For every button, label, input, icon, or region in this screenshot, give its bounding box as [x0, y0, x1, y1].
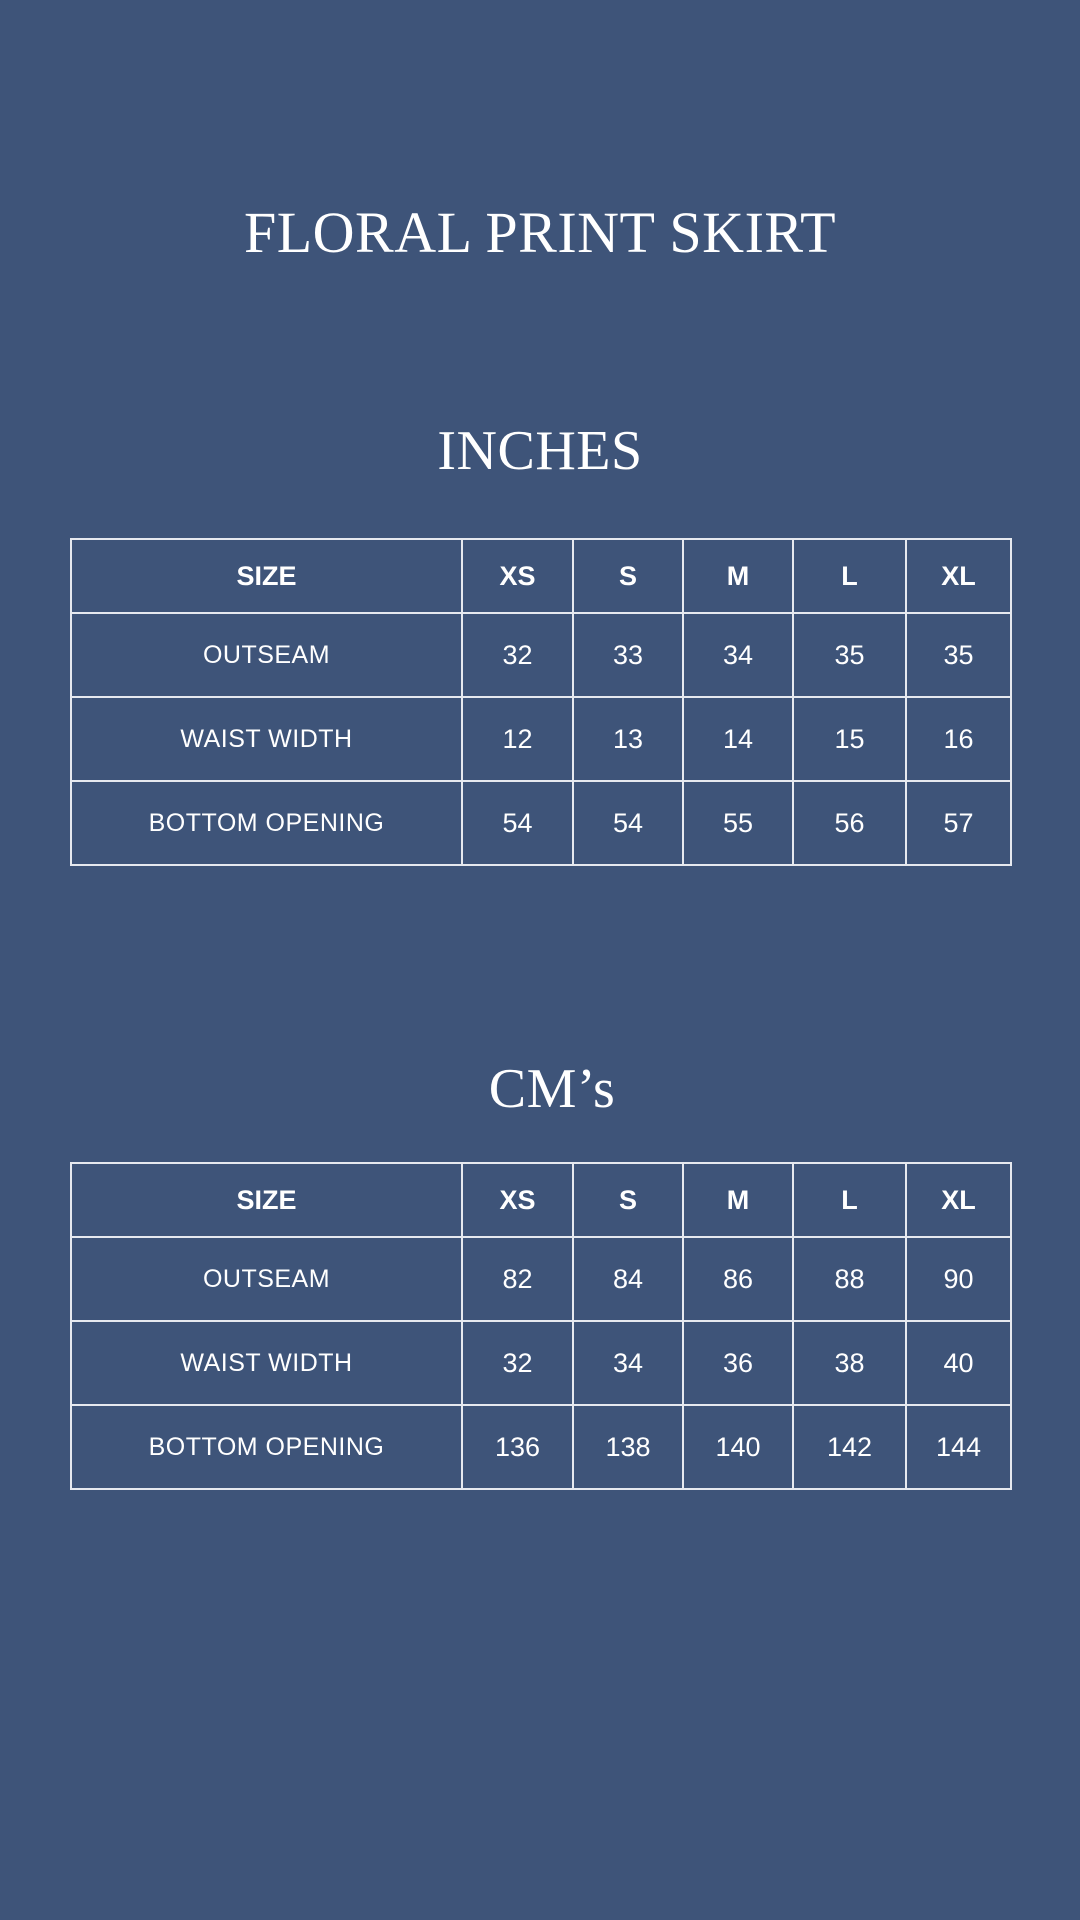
table-cell: 90: [906, 1237, 1011, 1321]
table-cell: 136: [462, 1405, 573, 1489]
size-xl-header: XL: [906, 1163, 1011, 1237]
size-s-header: S: [573, 1163, 683, 1237]
table-cell: 38: [793, 1321, 906, 1405]
table-cell: 88: [793, 1237, 906, 1321]
table-cell: 40: [906, 1321, 1011, 1405]
table-cell: 138: [573, 1405, 683, 1489]
table-cell: 142: [793, 1405, 906, 1489]
row-label-waist-width: WAIST WIDTH: [71, 1321, 462, 1405]
table-row: [71, 1237, 1011, 1321]
row-label-outseam: OUTSEAM: [71, 1237, 462, 1321]
table-cell: 32: [462, 1321, 573, 1405]
table-cell: 82: [462, 1237, 573, 1321]
row-label-outseam: OUTSEAM: [71, 613, 462, 697]
table-cell: 35: [906, 613, 1011, 697]
inches-heading: INCHES: [437, 420, 643, 482]
table-cell: 144: [906, 1405, 1011, 1489]
table-row: [71, 697, 1011, 781]
table-cell: 32: [462, 613, 573, 697]
table-cell: 86: [683, 1237, 793, 1321]
table-cell: 84: [573, 1237, 683, 1321]
table-cell: 34: [573, 1321, 683, 1405]
size-m-header: M: [683, 1163, 793, 1237]
table-cell: 16: [906, 697, 1011, 781]
table-cell: 13: [573, 697, 683, 781]
page-title: FLORAL PRINT SKIRT: [243, 200, 837, 265]
size-s-header: S: [573, 539, 683, 613]
size-m-header: M: [683, 539, 793, 613]
table-row: [71, 781, 1011, 865]
row-label-waist-width: WAIST WIDTH: [71, 697, 462, 781]
table-cell: 54: [573, 781, 683, 865]
size-xl-header: XL: [906, 539, 1011, 613]
size-l-header: L: [793, 539, 906, 613]
row-label-bottom-opening: BOTTOM OPENING: [71, 1405, 462, 1489]
table-cell: 12: [462, 697, 573, 781]
table-cell: 36: [683, 1321, 793, 1405]
table-cell: 35: [793, 613, 906, 697]
table-cell: 15: [793, 697, 906, 781]
table-cell: 33: [573, 613, 683, 697]
table-header-row: [71, 1163, 1011, 1237]
table-row: [71, 1405, 1011, 1489]
table-cell: 140: [683, 1405, 793, 1489]
table-row: [71, 613, 1011, 697]
table-cell: 55: [683, 781, 793, 865]
inches-size-table: [70, 538, 1012, 866]
table-cell: 34: [683, 613, 793, 697]
size-xs-header: XS: [462, 1163, 573, 1237]
size-column-header: SIZE: [71, 1163, 462, 1237]
row-label-bottom-opening: BOTTOM OPENING: [71, 781, 462, 865]
table-cell: 57: [906, 781, 1011, 865]
table-header-row: [71, 539, 1011, 613]
cms-heading: CM’s: [488, 1058, 616, 1120]
table-row: [71, 1321, 1011, 1405]
table-cell: 56: [793, 781, 906, 865]
size-xs-header: XS: [462, 539, 573, 613]
size-l-header: L: [793, 1163, 906, 1237]
size-column-header: SIZE: [71, 539, 462, 613]
table-cell: 14: [683, 697, 793, 781]
table-cell: 54: [462, 781, 573, 865]
cms-size-table: [70, 1162, 1012, 1490]
